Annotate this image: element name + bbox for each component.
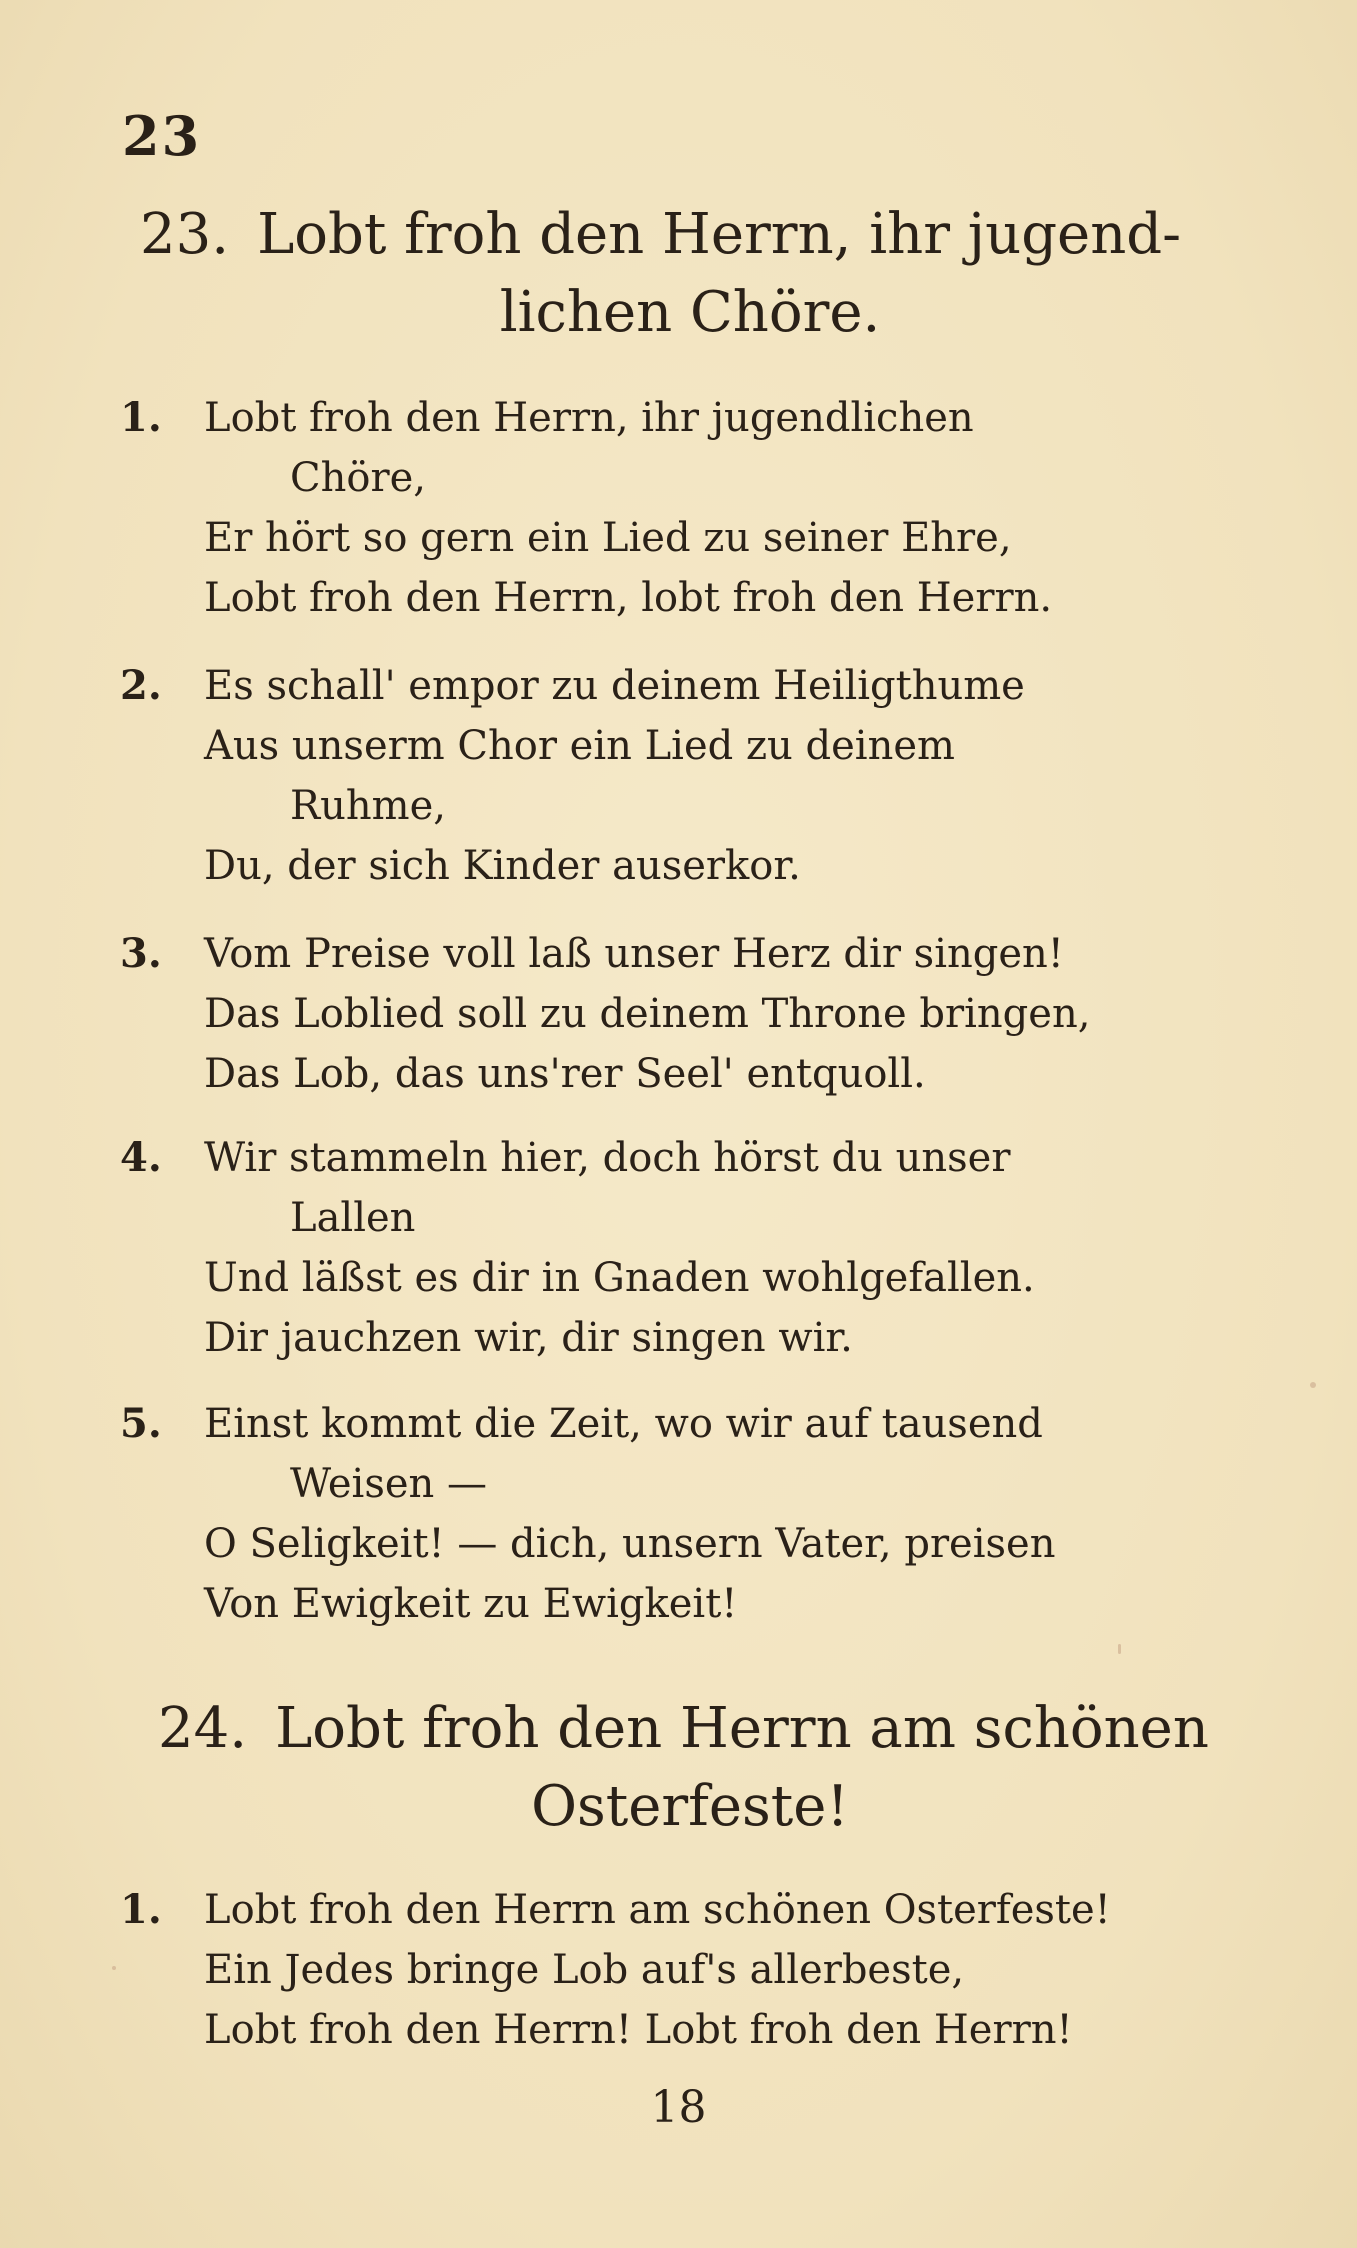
stanza-line: Es schall' empor zu deinem Heiligthume bbox=[204, 663, 1025, 709]
stanza-line: Wir stammeln hier, doch hörst du unser bbox=[204, 1135, 1011, 1181]
stanza-line: Das Loblied soll zu deinem Throne bringen, bbox=[204, 991, 1091, 1037]
hymn-23-stanza-5 bbox=[120, 1394, 1240, 1634]
stanza-line: O Seligkeit! — dich, unsern Vater, preisen bbox=[204, 1521, 1056, 1567]
hymn-24-title-line1-wrap bbox=[140, 1696, 1209, 1761]
page-footer-number: 18 bbox=[650, 2082, 707, 2133]
paper-speck bbox=[1310, 1382, 1316, 1388]
page-header-number: 23 bbox=[122, 104, 202, 168]
stanza-line: Und läßst es dir in Gnaden wohlgefallen. bbox=[204, 1255, 1035, 1301]
stanza-number: 1. bbox=[120, 1886, 162, 1933]
stanza-line: Dir jauchzen wir, dir singen wir. bbox=[204, 1315, 853, 1361]
hymn-23-stanza-4 bbox=[120, 1128, 1240, 1368]
stanza-number: 3. bbox=[120, 930, 162, 977]
stanza-line: Weisen — bbox=[290, 1461, 487, 1507]
hymn-24-title-line1: Lobt froh den Herrn am schönen bbox=[275, 1696, 1209, 1761]
hymn-23-title-line2: lichen Chöre. bbox=[499, 280, 881, 345]
hymn-23-stanza-1 bbox=[120, 388, 1240, 628]
hymn-23-title-line1-wrap bbox=[140, 202, 1181, 267]
stanza-line: Er hört so gern ein Lied zu seiner Ehre, bbox=[204, 515, 1012, 561]
hymn-23-stanza-2 bbox=[120, 656, 1240, 896]
stanza-number: 4. bbox=[120, 1134, 162, 1181]
paper-speck bbox=[112, 1966, 116, 1970]
paper-speck bbox=[1118, 1644, 1121, 1654]
stanza-line: Vom Preise voll laß unser Herz dir singen! bbox=[204, 931, 1064, 977]
hymn-23-title bbox=[140, 196, 1240, 352]
stanza-line: Aus unserm Chor ein Lied zu deinem bbox=[204, 723, 955, 769]
stanza-line: Einst kommt die Zeit, wo wir auf tausend bbox=[204, 1401, 1043, 1447]
stanza-line: Ruhme, bbox=[290, 783, 446, 829]
hymn-23-title-line1: Lobt froh den Herrn, ihr jugend- bbox=[257, 202, 1182, 267]
stanza-line: Das Lob, das uns'rer Seel' entquoll. bbox=[204, 1051, 926, 1097]
stanza-line: Ein Jedes bringe Lob auf's allerbeste, bbox=[204, 1947, 965, 1993]
hymn-24-stanza-1 bbox=[120, 1880, 1240, 2060]
hymn-23-stanza-3 bbox=[120, 924, 1240, 1104]
hymn-23-number: 23. bbox=[140, 202, 230, 267]
hymn-24-title-line2: Osterfeste! bbox=[531, 1774, 849, 1839]
stanza-line: Chöre, bbox=[290, 455, 426, 501]
stanza-line: Lobt froh den Herrn am schönen Osterfeste! bbox=[204, 1887, 1111, 1933]
stanza-line: Von Ewigkeit zu Ewigkeit! bbox=[204, 1581, 738, 1627]
stanza-number: 1. bbox=[120, 394, 162, 441]
hymn-24-title bbox=[140, 1690, 1240, 1846]
stanza-line: Lobt froh den Herrn, lobt froh den Herrn. bbox=[204, 575, 1053, 621]
stanza-line: Lobt froh den Herrn! Lobt froh den Herrn! bbox=[204, 2007, 1073, 2053]
hymn-24-number: 24. bbox=[158, 1696, 248, 1761]
stanza-line: Lobt froh den Herrn, ihr jugendlichen bbox=[204, 395, 974, 441]
stanza-number: 5. bbox=[120, 1400, 162, 1447]
stanza-line: Lallen bbox=[290, 1195, 416, 1241]
stanza-number: 2. bbox=[120, 662, 162, 709]
stanza-line: Du, der sich Kinder auserkor. bbox=[204, 843, 801, 889]
